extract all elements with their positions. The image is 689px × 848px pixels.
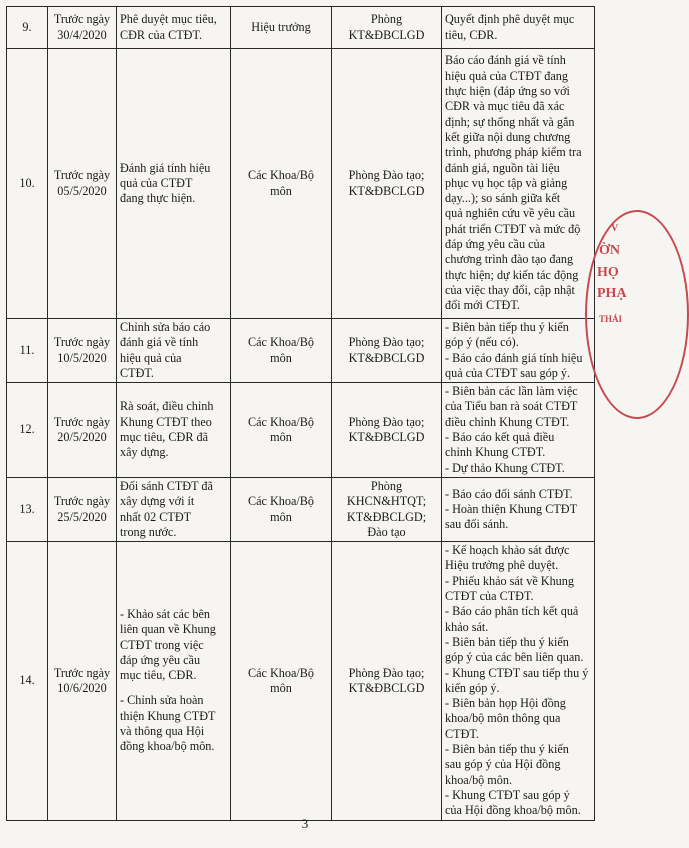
output-cell <box>442 477 595 541</box>
coordinator-line: Phòng Đào tạo; <box>348 414 425 429</box>
coordinator-line: KT&ĐBCLGD <box>348 350 425 365</box>
task-line: xây dựng. <box>120 445 169 460</box>
output-line: kiến góp ý. <box>445 680 500 695</box>
responsible-line: Các Khoa/Bộ <box>247 335 314 350</box>
deadline-cell <box>48 319 117 383</box>
output-line: chỉnh Khung CTĐT. <box>445 445 546 460</box>
responsible-line: Hiệu trưởng <box>251 19 311 34</box>
stamp-text: V <box>611 223 619 234</box>
table-row <box>7 7 595 49</box>
deadline-line: Trước ngày <box>53 494 111 509</box>
output-line: phát triển CTĐT và mức độ <box>445 221 581 236</box>
red-stamp <box>585 210 645 420</box>
coordinator-line: KT&ĐBCLGD <box>348 27 425 42</box>
task-cell <box>117 542 231 820</box>
responsible-line: môn <box>270 183 292 198</box>
responsible-line: Các Khoa/Bộ <box>247 168 314 183</box>
row-number-text: 12. <box>19 422 35 437</box>
output-line: - Biên bản tiếp thu ý kiến <box>445 320 569 334</box>
deadline-cell <box>48 477 117 541</box>
responsible-line: Các Khoa/Bộ <box>247 665 314 680</box>
output-line: Quyết định phê duyệt mục <box>445 12 575 27</box>
output-line: - Khung CTĐT sau tiếp thu ý <box>445 665 589 680</box>
output-line: - Biên bản họp Hội đồng <box>445 696 566 711</box>
task-line: - Khảo sát các bên <box>120 606 211 621</box>
task-line: và thông qua Hội <box>120 724 205 739</box>
output-line: - Báo cáo phân tích kết quả <box>445 604 579 619</box>
task-cell <box>117 319 231 383</box>
output-line: - Báo cáo kết quả điều <box>445 430 555 445</box>
row-number <box>7 49 48 319</box>
task-line: Chỉnh sửa báo cáo <box>120 320 211 334</box>
coordinator-line: KT&ĐBCLGD; <box>346 509 427 524</box>
table-row <box>7 49 595 319</box>
output-line: - Dự thảo Khung CTĐT. <box>445 460 565 475</box>
output-line: đánh giá, nguồn tài liệu <box>445 160 560 175</box>
output-cell <box>442 319 595 383</box>
deadline-cell <box>48 49 117 319</box>
stamp-text: PHẠ <box>597 286 627 301</box>
output-line: đáp ứng yêu cầu của <box>445 237 545 252</box>
coordinator-line: Phòng <box>370 478 403 493</box>
stamp-text: HỌ <box>597 265 619 280</box>
output-line: - Phiếu khảo sát về Khung <box>445 573 574 588</box>
responsible-cell <box>231 477 332 541</box>
task-cell <box>117 7 231 49</box>
task-line: CĐR của CTĐT. <box>120 27 203 42</box>
coordinator-line: KT&ĐBCLGD <box>348 183 425 198</box>
coordinator-cell <box>332 477 442 541</box>
row-number <box>7 319 48 383</box>
task-line: Phê duyệt mục tiêu, <box>120 12 217 27</box>
responsible-line: Các Khoa/Bộ <box>247 494 314 509</box>
deadline-line: Trước ngày <box>53 414 111 429</box>
coordinator-line: KHCN&HTQT; <box>346 494 427 509</box>
coordinator-line: Phòng Đào tạo; <box>348 665 425 680</box>
row-number <box>7 7 48 49</box>
responsible-cell <box>231 319 332 383</box>
output-line: quả của CTĐT sau góp ý. <box>445 365 571 380</box>
task-line: quả của CTĐT <box>120 175 193 190</box>
responsible-line: môn <box>270 509 292 524</box>
output-line: - Biên bản tiếp thu ý kiến <box>445 742 569 757</box>
coordinator-line: Phòng <box>370 12 403 27</box>
stamp-text: THÁI <box>599 314 623 324</box>
output-line: của việc thay đổi, cập nhật <box>445 282 575 297</box>
output-line: kết giữa nội dung chương <box>445 129 571 144</box>
task-line: hiệu quả của <box>120 350 182 365</box>
output-line: CĐR và mục tiêu đã xác <box>445 99 565 114</box>
deadline-cell <box>48 7 117 49</box>
deadline-line: 25/5/2020 <box>57 509 107 524</box>
task-line: Đối sánh CTĐT đã <box>120 478 213 493</box>
row-number <box>7 477 48 541</box>
output-cell <box>442 383 595 478</box>
output-line: điều chỉnh Khung CTĐT. <box>445 414 570 429</box>
output-line: dạy...); so sánh giữa kết <box>445 191 561 206</box>
output-line: chương trình đào tạo đang <box>445 252 574 267</box>
output-line: góp ý (nếu có). <box>445 335 519 350</box>
output-line: khoa/bộ môn. <box>445 772 513 787</box>
task-line: CTĐT. <box>120 365 154 380</box>
deadline-line: 10/6/2020 <box>57 680 107 695</box>
task-cell <box>117 477 231 541</box>
coordinator-line: Phòng Đào tạo; <box>348 168 425 183</box>
task-line: xây dựng với ít <box>120 494 195 509</box>
deadline-cell <box>48 542 117 820</box>
deadline-line: 30/4/2020 <box>57 27 107 42</box>
output-line: hiệu quả của CTĐT đang <box>445 68 568 83</box>
stamp-text: ỜN <box>599 243 620 258</box>
output-line: - Biên bản tiếp thu ý kiến <box>445 634 569 649</box>
row-number-text: 10. <box>19 175 35 190</box>
deadline-line: 20/5/2020 <box>57 430 107 445</box>
deadline-line: Trước ngày <box>53 12 111 27</box>
output-line: - Biên bản các lần làm việc <box>445 384 578 399</box>
responsible-cell <box>231 383 332 478</box>
task-line: đồng khoa/bộ môn. <box>120 739 215 754</box>
output-line: Hiệu trưởng phê duyệt. <box>445 558 559 573</box>
coordinator-cell <box>332 319 442 383</box>
task-cell <box>117 383 231 478</box>
output-line: khoa/bộ môn thông qua <box>445 711 561 726</box>
row-number-text: 13. <box>19 501 35 516</box>
task-line: nhất 02 CTĐT <box>120 509 192 524</box>
task-cell <box>117 49 231 319</box>
deadline-line: 05/5/2020 <box>57 183 107 198</box>
output-line: CTĐT. <box>445 726 479 741</box>
row-number-text: 9. <box>22 19 32 34</box>
task-line: Đánh giá tính hiệu <box>120 160 211 175</box>
coordinator-line: Phòng Đào tạo; <box>348 335 425 350</box>
output-line: trình, phương pháp kiểm tra <box>445 145 582 160</box>
output-line: - Kế hoạch khảo sát được <box>445 543 570 558</box>
row-number <box>7 383 48 478</box>
task-line: đánh giá về tính <box>120 335 199 350</box>
responsible-cell <box>231 49 332 319</box>
table-row <box>7 477 595 541</box>
task-paragraph <box>120 607 227 683</box>
output-line: - Báo cáo đánh giá tính hiệu <box>445 350 583 365</box>
coordinator-cell <box>332 383 442 478</box>
responsible-line: môn <box>270 350 292 365</box>
task-line: CTĐT trong việc <box>120 637 204 652</box>
coordinator-line: Đào tạo <box>367 524 406 539</box>
coordinator-cell <box>332 7 442 49</box>
output-line: thực hiện (đáp ứng so với <box>445 84 570 99</box>
row-number-text: 14. <box>19 673 35 688</box>
task-line: trong nước. <box>120 524 177 539</box>
responsible-cell <box>231 7 332 49</box>
output-line: đổi mới CTĐT. <box>445 298 520 313</box>
output-line: góp ý của các bên liên quan. <box>445 650 584 665</box>
output-line: Báo cáo đánh giá về tính <box>445 53 566 68</box>
row-number <box>7 542 48 820</box>
task-line: đang thực hiện. <box>120 191 196 206</box>
page-number: 3 <box>301 816 309 831</box>
task-line: Rà soát, điều chỉnh <box>120 399 214 414</box>
deadline-line: Trước ngày <box>53 335 111 350</box>
coordinator-line: KT&ĐBCLGD <box>348 430 425 445</box>
output-line: định; sự thống nhất và gắn <box>445 114 575 129</box>
output-line: - Báo cáo đối sánh CTĐT. <box>445 486 573 501</box>
task-line: đáp ứng yêu cầu <box>120 652 201 667</box>
responsible-line: môn <box>270 430 292 445</box>
deadline-cell <box>48 383 117 478</box>
responsible-line: môn <box>270 680 292 695</box>
task-paragraph <box>120 693 227 754</box>
output-line: sau góp ý của Hội đồng <box>445 757 561 772</box>
output-line: khảo sát. <box>445 619 489 634</box>
output-line: của Tiểu ban rà soát CTĐT <box>445 399 578 414</box>
task-line: - Chỉnh sửa hoàn <box>120 693 204 708</box>
output-line: quả nghiên cứu về yêu cầu <box>445 206 576 221</box>
output-line: sau đối sánh. <box>445 517 509 532</box>
task-line: Khung CTĐT theo <box>120 414 212 429</box>
table-row <box>7 383 595 478</box>
coordinator-line: KT&ĐBCLGD <box>348 680 425 695</box>
output-cell <box>442 7 595 49</box>
task-line: liên quan về Khung <box>120 622 216 637</box>
responsible-line: Các Khoa/Bộ <box>247 414 314 429</box>
table-row <box>7 542 595 820</box>
output-line: của Hội đồng khoa/bộ môn. <box>445 803 581 818</box>
plan-table <box>6 6 595 821</box>
output-cell <box>442 542 595 820</box>
coordinator-cell <box>332 542 442 820</box>
output-cell <box>442 49 595 319</box>
output-line: - Hoàn thiện Khung CTĐT <box>445 501 578 516</box>
task-line: mục tiêu, CĐR. <box>120 668 197 683</box>
output-line: tiêu, CĐR. <box>445 27 498 42</box>
deadline-line: Trước ngày <box>53 665 111 680</box>
table-row <box>7 319 595 383</box>
output-line: thực hiện; dự kiến tác động <box>445 267 579 282</box>
deadline-line: Trước ngày <box>53 168 111 183</box>
output-line: phục vụ học tập và giảng <box>445 175 568 190</box>
row-number-text: 11. <box>19 342 35 357</box>
responsible-cell <box>231 542 332 820</box>
task-line: thiện Khung CTĐT <box>120 708 216 723</box>
output-line: - Khung CTĐT sau góp ý <box>445 787 570 802</box>
output-line: CTĐT của CTĐT. <box>445 589 534 604</box>
task-line: mục tiêu, CĐR đã <box>120 430 209 445</box>
deadline-line: 10/5/2020 <box>57 350 107 365</box>
coordinator-cell <box>332 49 442 319</box>
